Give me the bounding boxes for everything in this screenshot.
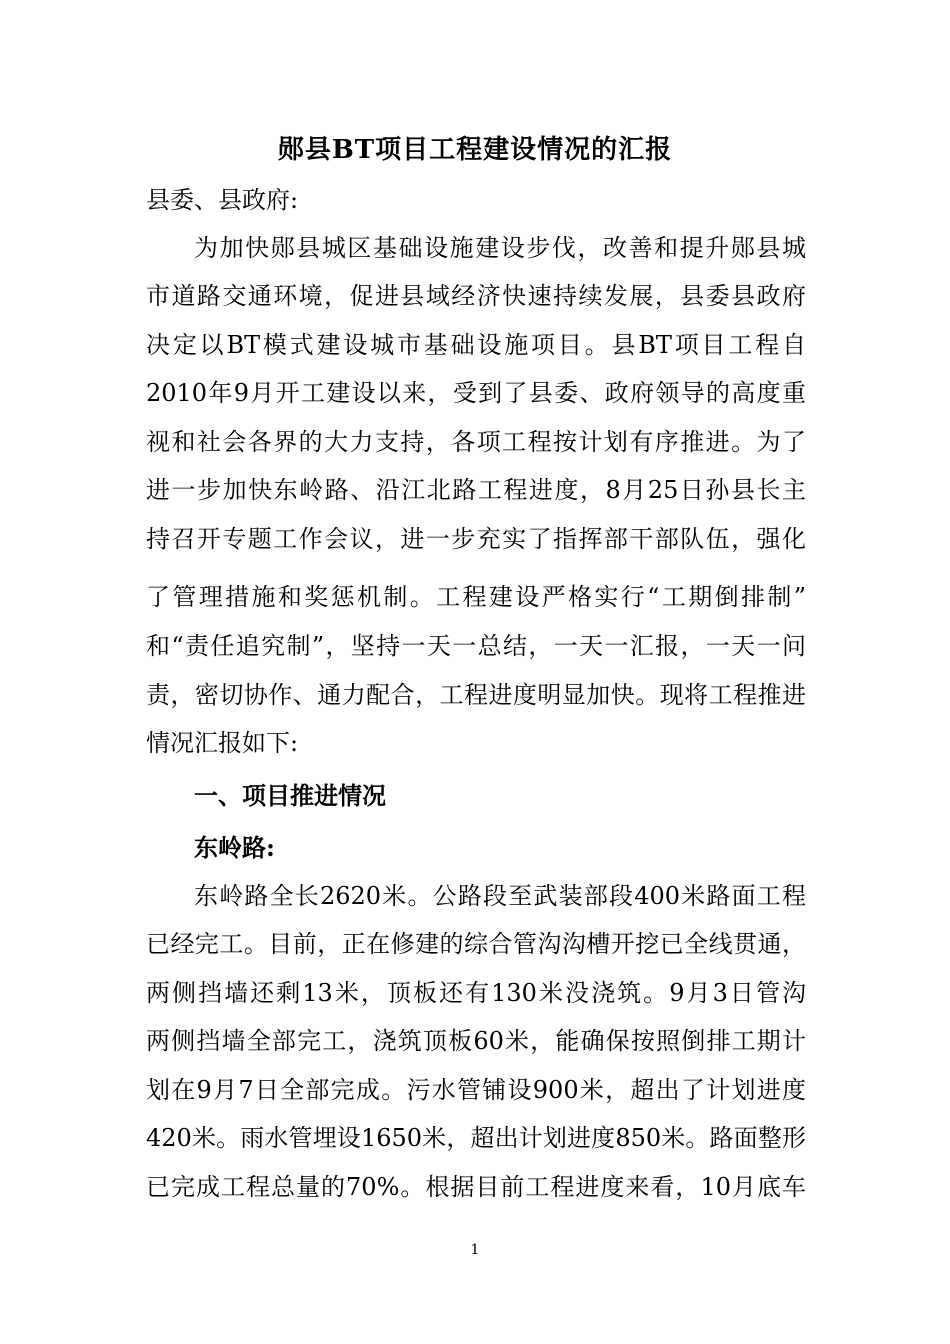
- body-line-3: 两侧挡墙还剩13米，顶板还有130米没浇筑。9月3日管沟: [146, 979, 806, 1007]
- section-heading: 一、项目推进情况: [194, 781, 386, 810]
- intro-line-1: 为加快郧县城区基础设施建设步伐，改善和提升郧县城: [194, 234, 806, 262]
- intro-line-3: 决定以BT模式建设城市基础设施项目。县BT项目工程自: [146, 331, 806, 359]
- subsection-heading: 东岭路:: [194, 833, 275, 862]
- salutation: 县委、县政府:: [146, 186, 299, 214]
- page-number: 1: [470, 1242, 480, 1258]
- body-line-2: 已经完工。目前，正在修建的综合管沟沟槽开挖已全线贯通，: [146, 930, 806, 958]
- intro-line-6: 进一步加快东岭路、沿江北路工程进度，8月25日孙县长主: [146, 476, 806, 504]
- body-line-6: 420米。雨水管埋设1650米，超出计划进度850米。路面整形: [146, 1124, 806, 1152]
- intro-line-5: 视和社会各界的大力支持，各项工程按计划有序推进。为了: [146, 428, 806, 456]
- intro-line-2: 市道路交通环境，促进县域经济快速持续发展，县委县政府: [146, 282, 806, 310]
- intro-line-7: 持召开专题工作会议，进一步充实了指挥部干部队伍，强化: [146, 525, 806, 553]
- body-line-4: 两侧挡墙全部完工，浇筑顶板60米，能确保按照倒排工期计: [146, 1027, 806, 1055]
- intro-line-8: 了管理措施和奖惩机制。工程建设严格实行“工期倒排制”: [146, 583, 806, 611]
- intro-line-11: 情况汇报如下:: [146, 729, 299, 757]
- body-line-5: 划在9月7日全部完成。污水管铺设900米，超出了计划进度: [146, 1076, 806, 1104]
- body-line-7: 已完成工程总量的70%。根据目前工程进度来看，10月底车: [146, 1173, 806, 1201]
- intro-line-4: 2010年9月开工建设以来，受到了县委、政府领导的高度重: [146, 379, 806, 407]
- intro-line-9: 和“责任追究制”，坚持一天一总结，一天一汇报，一天一问: [146, 632, 806, 660]
- body-line-1: 东岭路全长2620米。公路段至武装部段400米路面工程: [194, 882, 806, 910]
- document-title: 郧县BT项目工程建设情况的汇报: [277, 135, 673, 165]
- intro-line-10: 责，密切协作、通力配合，工程进度明显加快。现将工程推进: [146, 681, 806, 709]
